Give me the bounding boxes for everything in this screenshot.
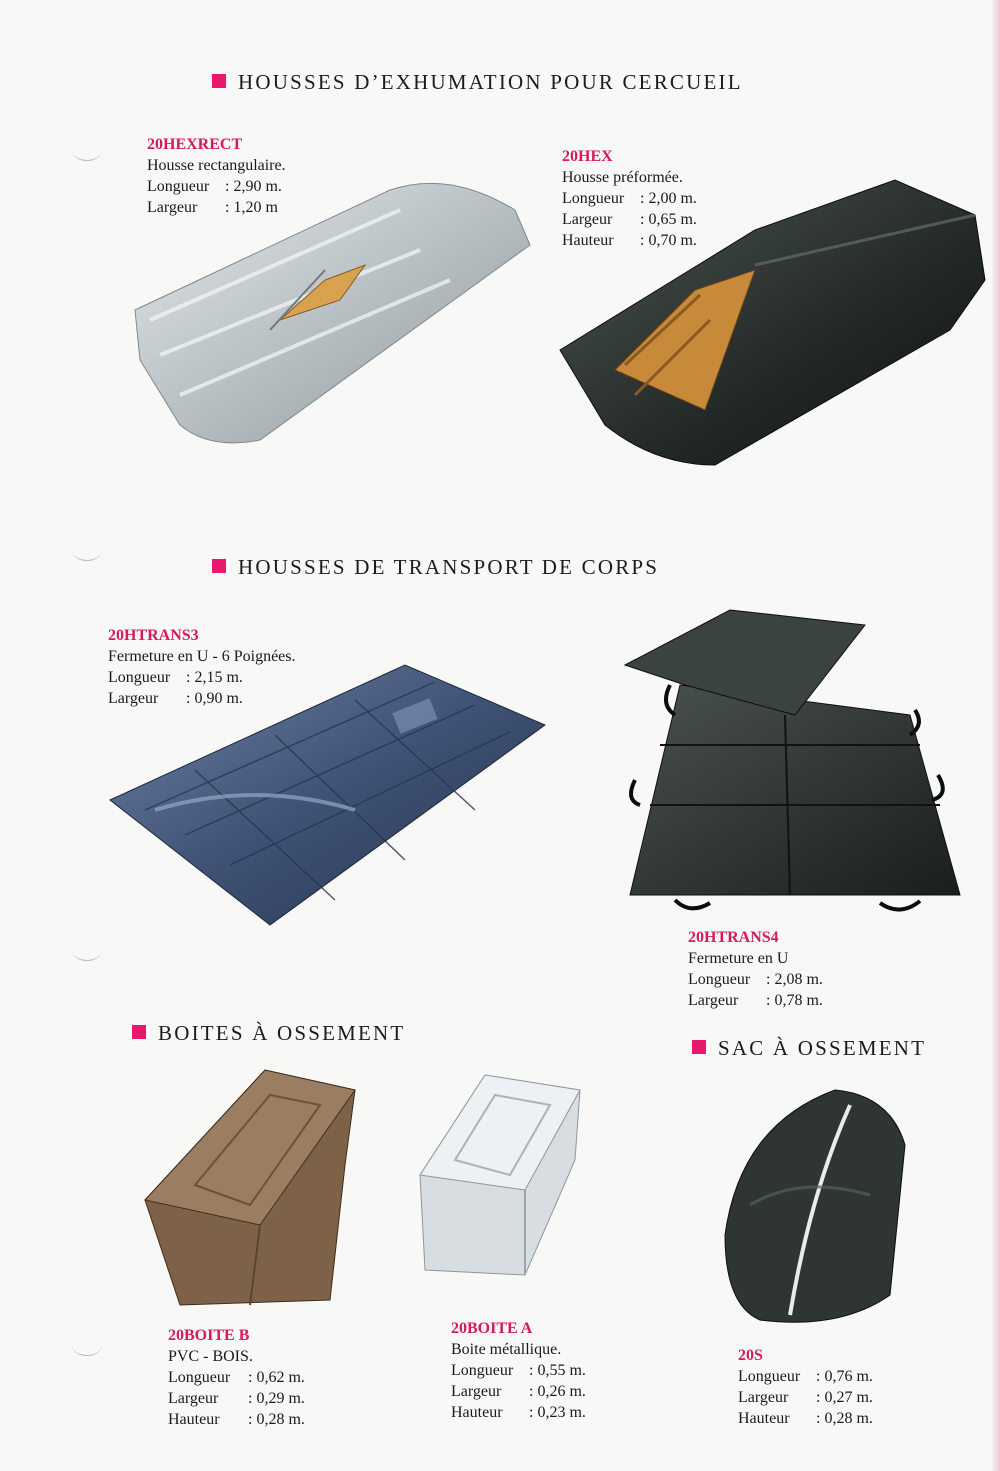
product-20hex [562, 146, 697, 251]
product-description: Fermeture en U [688, 950, 789, 967]
spec-value: : 0,65 m. [640, 211, 697, 228]
spec-row [451, 1402, 586, 1423]
brown-pvc-box-image [140, 1065, 365, 1310]
product-code: 20S [738, 1347, 763, 1364]
spec-value: : 0,55 m. [529, 1362, 586, 1379]
spec-row [688, 990, 823, 1011]
section-heading-sac: SAC À OSSEMENT [692, 1036, 926, 1061]
spec-value: : 2,15 m. [186, 669, 243, 686]
spec-value: : 0,76 m. [816, 1368, 873, 1385]
product-code: 20HEX [562, 148, 613, 165]
spec-value: : 1,20 m [225, 199, 278, 216]
spec-label: Longueur [168, 1369, 231, 1386]
punch-hole [72, 140, 102, 161]
metal-box-image [415, 1070, 585, 1280]
page-edge [992, 0, 1000, 1471]
spec-label: Largeur [688, 992, 739, 1009]
bullet-square-icon [132, 1025, 146, 1039]
spec-row [738, 1387, 873, 1408]
spec-row [562, 209, 697, 230]
product-20boite-b [168, 1325, 305, 1430]
spec-label: Largeur [168, 1390, 219, 1407]
black-transport-bag-image [620, 605, 980, 915]
section-heading-transport: HOUSSES DE TRANSPORT DE CORPS [212, 555, 659, 580]
spec-label: Largeur [147, 199, 198, 216]
punch-hole [72, 940, 102, 961]
punch-hole [72, 1335, 102, 1356]
spec-value: : 0,62 m. [248, 1369, 305, 1386]
section-heading-exhumation: HOUSSES D’EXHUMATION POUR CERCUEIL [212, 70, 743, 95]
spec-row [147, 176, 286, 197]
spec-label: Longueur [688, 971, 751, 988]
product-code: 20HTRANS4 [688, 929, 779, 946]
bullet-square-icon [212, 559, 226, 573]
product-code: 20BOITE A [451, 1320, 533, 1337]
product-description: Housse rectangulaire. [147, 157, 286, 174]
spec-label: Longueur [108, 669, 171, 686]
spec-value: : 0,27 m. [816, 1389, 873, 1406]
spec-label: Longueur [147, 178, 210, 195]
product-20s [738, 1345, 873, 1429]
spec-label: Longueur [738, 1368, 801, 1385]
spec-label: Largeur [562, 211, 613, 228]
section-heading-boites: BOITES À OSSEMENT [132, 1021, 405, 1046]
spec-value: : 2,08 m. [766, 971, 823, 988]
spec-value: : 2,90 m. [225, 178, 282, 195]
product-description: PVC - BOIS. [168, 1348, 253, 1365]
spec-row [562, 188, 697, 209]
product-description: Housse préformée. [562, 169, 683, 186]
spec-label: Hauteur [451, 1404, 503, 1421]
spec-row [108, 688, 296, 709]
spec-label: Hauteur [562, 232, 614, 249]
spec-value: : 0,78 m. [766, 992, 823, 1009]
bullet-square-icon [692, 1040, 706, 1054]
spec-row [738, 1366, 873, 1387]
spec-label: Largeur [451, 1383, 502, 1400]
spec-row [562, 230, 697, 251]
spec-row [168, 1388, 305, 1409]
spec-row [108, 667, 296, 688]
spec-row [688, 969, 823, 990]
product-description: Fermeture en U - 6 Poignées. [108, 648, 296, 665]
spec-value: : 0,28 m. [816, 1410, 873, 1427]
spec-value: : 2,00 m. [640, 190, 697, 207]
product-code: 20BOITE B [168, 1327, 250, 1344]
spec-row [451, 1381, 586, 1402]
product-description: Boite métallique. [451, 1341, 562, 1358]
ossuary-bag-image [720, 1085, 910, 1330]
spec-value: : 0,26 m. [529, 1383, 586, 1400]
spec-label: Largeur [108, 690, 159, 707]
spec-row [147, 197, 286, 218]
spec-label: Largeur [738, 1389, 789, 1406]
spec-value: : 0,28 m. [248, 1411, 305, 1428]
spec-value: : 0,29 m. [248, 1390, 305, 1407]
product-code: 20HEXRECT [147, 136, 243, 153]
spec-value: : 0,70 m. [640, 232, 697, 249]
product-20htrans3 [108, 625, 296, 709]
spec-value: : 0,23 m. [529, 1404, 586, 1421]
spec-row [168, 1367, 305, 1388]
spec-row [451, 1360, 586, 1381]
spec-label: Longueur [562, 190, 625, 207]
bullet-square-icon [212, 74, 226, 88]
spec-label: Hauteur [738, 1410, 790, 1427]
spec-value: : 0,90 m. [186, 690, 243, 707]
spec-row [738, 1408, 873, 1429]
spec-row [168, 1409, 305, 1430]
spec-label: Longueur [451, 1362, 514, 1379]
product-code: 20HTRANS3 [108, 627, 199, 644]
product-20boite-a [451, 1318, 586, 1423]
product-20hexrect [147, 134, 286, 218]
product-20htrans4 [688, 927, 823, 1011]
spec-label: Hauteur [168, 1411, 220, 1428]
punch-hole [72, 540, 102, 561]
